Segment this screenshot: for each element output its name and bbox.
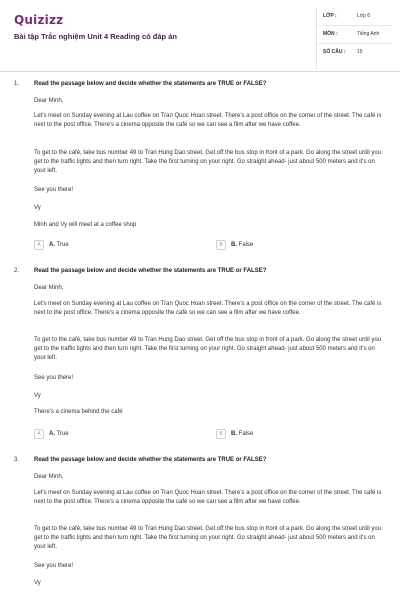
question-statement: There's a cinema behind the café [34,409,123,415]
letter-closing: See you there! [34,563,74,569]
subject-label: MÔN : [323,31,338,37]
letter-closing: See you there! [34,187,74,193]
grade-value: Lớp 6 [357,13,371,19]
info-row-grade [317,8,391,26]
option-a-box[interactable]: A [34,240,44,250]
info-table [316,8,390,68]
letter-paragraph-1: Let's meet on Sunday evening at Lau coffee on Tran Quoc Hoan street. There's a post office on the corner of the street. The café is next to the post office. There's a cinema opposite the café so we can see a film after we have coffee. [34,490,382,505]
option-b-text[interactable]: B. False [231,431,254,437]
letter-paragraph-2: To get to the café, take bus number 49 to Tran Hung Dao street. Get off the bus stop in front of a park. Go along the street until you get to the traffic lights and then turn right. Take the first turning on your right. Go straight ahead- just about 500 meters and it's on your left. [34,337,382,361]
question-number: 3. [14,457,20,463]
letter-greeting: Dear Minh, [34,474,64,480]
letter-paragraph-1: Let's meet on Sunday evening at Lau coffee on Tran Quoc Hoan street. There's a post office on the corner of the street. The café is next to the post office. There's a cinema opposite the café so we can see a film after we have coffee. [34,301,382,316]
question-count-label: SỐ CÂU : [323,49,346,55]
grade-label: LỚP : [323,13,337,19]
letter-paragraph-2: To get to the café, take bus number 49 to Tran Hung Dao street. Get off the bus stop in front of a park. Go along the street until you get to the traffic lights and then turn right. Take the first turning on your right. Go straight ahead- just about 500 meters and it's on your left. [34,150,382,174]
question-number: 2. [14,268,20,274]
question-prompt: Read the passage below and decide whether the statements are TRUE or FALSE? [34,268,267,274]
info-row-count [317,44,391,62]
option-a-text[interactable]: A. True [49,242,69,248]
option-b-box[interactable]: B [216,429,226,439]
letter-paragraph-2: To get to the café, take bus number 49 to Tran Hung Dao street. Get off the bus stop in front of a park. Go along the street until you get to the traffic lights and then turn right. Take the first turning on your right. Go straight ahead- just about 500 meters and it's on your left. [34,526,382,550]
letter-greeting: Dear Minh, [34,285,64,291]
question-number: 1. [14,81,20,87]
question-prompt: Read the passage below and decide whether the statements are TRUE or FALSE? [34,81,267,87]
letter-signature: Vy [34,393,41,399]
question-prompt: Read the passage below and decide whether the statements are TRUE or FALSE? [34,457,267,463]
quizizz-logo: Quizizz [14,13,64,27]
document-title: Bài tập Trắc nghiệm Unit 4 Reading có đáp án [14,32,177,41]
option-a-text[interactable]: A. True [49,431,69,437]
letter-closing: See you there! [34,375,74,381]
question-statement: Minh and Vy will meet at a coffee shop [34,222,137,228]
info-row-subject [317,26,391,44]
option-b-box[interactable]: B [216,240,226,250]
subject-value: Tiếng Anh [357,31,380,37]
option-b-text[interactable]: B. False [231,242,254,248]
letter-paragraph-1: Let's meet on Sunday evening at Lau coffee on Tran Quoc Hoan street. There's a post office on the corner of the street. The café is next to the post office. There's a cinema opposite the café so we can see a film after we have coffee. [34,113,382,128]
option-a-box[interactable]: A [34,429,44,439]
page-header [0,0,400,72]
letter-signature: Vy [34,580,41,586]
letter-greeting: Dear Minh, [34,98,64,104]
question-count-value: 15 [357,49,363,55]
letter-signature: Vy [34,205,41,211]
